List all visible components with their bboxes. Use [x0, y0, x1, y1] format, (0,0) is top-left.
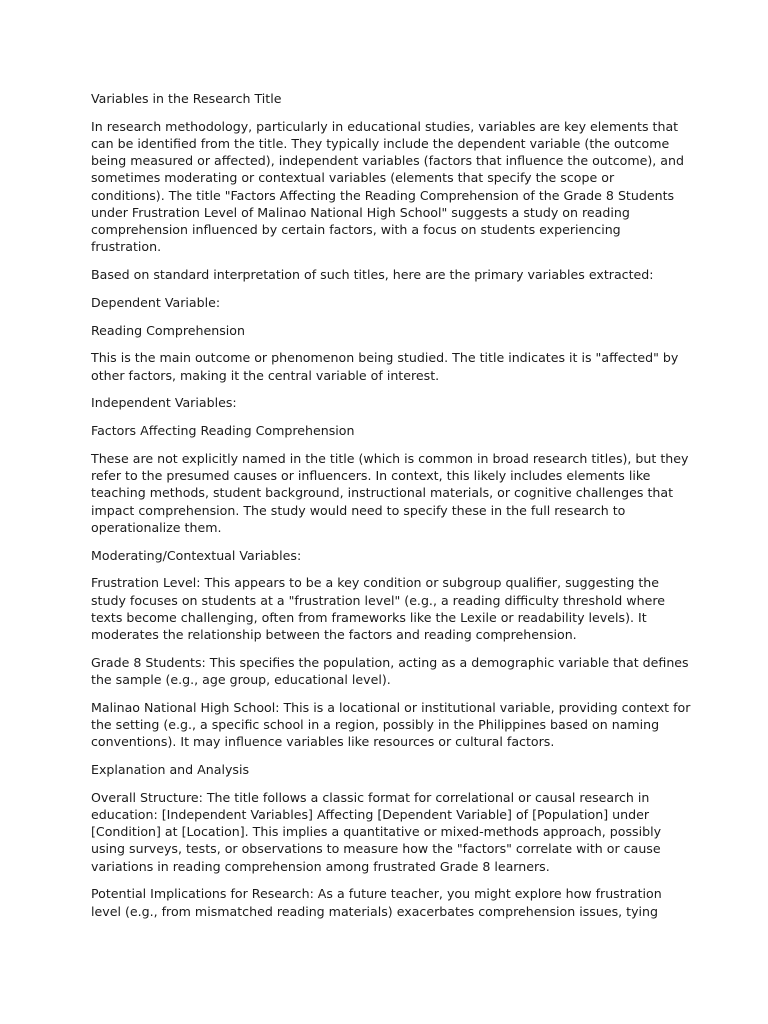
- dependent-variable-heading: Dependent Variable:: [91, 294, 221, 310]
- intro-paragraph: In research methodology, particularly in educational studies, variables are key elements that can be identified from the title. They typically include the dependent variable (the outcome being measured or affected), independent variables (factors that influence the outcome), and sometimes moderating or contextual variables (elements that specify the scope or conditions). The title "Factors Affecting the Reading Comprehension of the Grade 8 Students under Frustration Level of Malinao National High School" suggests a study on reading comprehension influenced by certain factors, with a focus on students experiencing frustration.: [91, 118, 684, 255]
- dependent-variable-description: This is the main outcome or phenomenon being studied. The title indicates it is "affected" by other factors, making it the central variable of interest.: [91, 350, 679, 383]
- explanation-heading: Explanation and Analysis: [91, 762, 250, 778]
- overall-structure-paragraph: Overall Structure: The title follows a classic format for correlational or causal research in education: [Independent Variables] Affecting [Dependent Variable] of [Population] under [Condition] at [Location]. This implies a quantitative or mixed-methods approach, possibly using surveys, tests, or observations to measure how the "factors" correlate with or cause variations in reading comprehension among frustrated Grade 8 learners.: [91, 789, 662, 874]
- document-body: [91, 90, 691, 930]
- extraction-lead-paragraph: Based on standard interpretation of such titles, here are the primary variables extracted:: [91, 267, 654, 283]
- moderating-variables-heading: Moderating/Contextual Variables:: [91, 547, 302, 563]
- dependent-variable-name: Reading Comprehension: [91, 322, 245, 338]
- independent-variables-heading: Independent Variables:: [91, 395, 237, 411]
- school-paragraph: Malinao National High School: This is a locational or institutional variable, providing context for the setting (e.g., a specific school in a region, possibly in the Philippines based on naming conventions). It may influence variables like resources or cultural factors.: [91, 699, 691, 750]
- frustration-level-paragraph: Frustration Level: This appears to be a key condition or subgroup qualifier, suggesting the study focuses on students at a "frustration level" (e.g., a reading difficulty threshold where texts become challenging, often from frameworks like the Lexile or readability levels). It moderates the relationship between the factors and reading comprehension.: [91, 575, 665, 643]
- independent-variables-description: These are not explicitly named in the title (which is common in broad research titles), but they refer to the presumed causes or influencers. In context, this likely includes elements like teaching methods, student background, instructional materials, or cognitive challenges that impact comprehension. The study would need to specify these in the full research to operationalize them.: [91, 451, 689, 535]
- document-title: Variables in the Research Title: [91, 91, 282, 106]
- implications-paragraph: Potential Implications for Research: As a future teacher, you might explore how frustration level (e.g., from mismatched reading materials) exacerbates comprehension issues, tying: [91, 886, 662, 919]
- grade-8-students-paragraph: Grade 8 Students: This specifies the population, acting as a demographic variable that defines the sample (e.g., age group, educational level).: [91, 654, 689, 688]
- independent-variables-name: Factors Affecting Reading Comprehension: [91, 423, 355, 439]
